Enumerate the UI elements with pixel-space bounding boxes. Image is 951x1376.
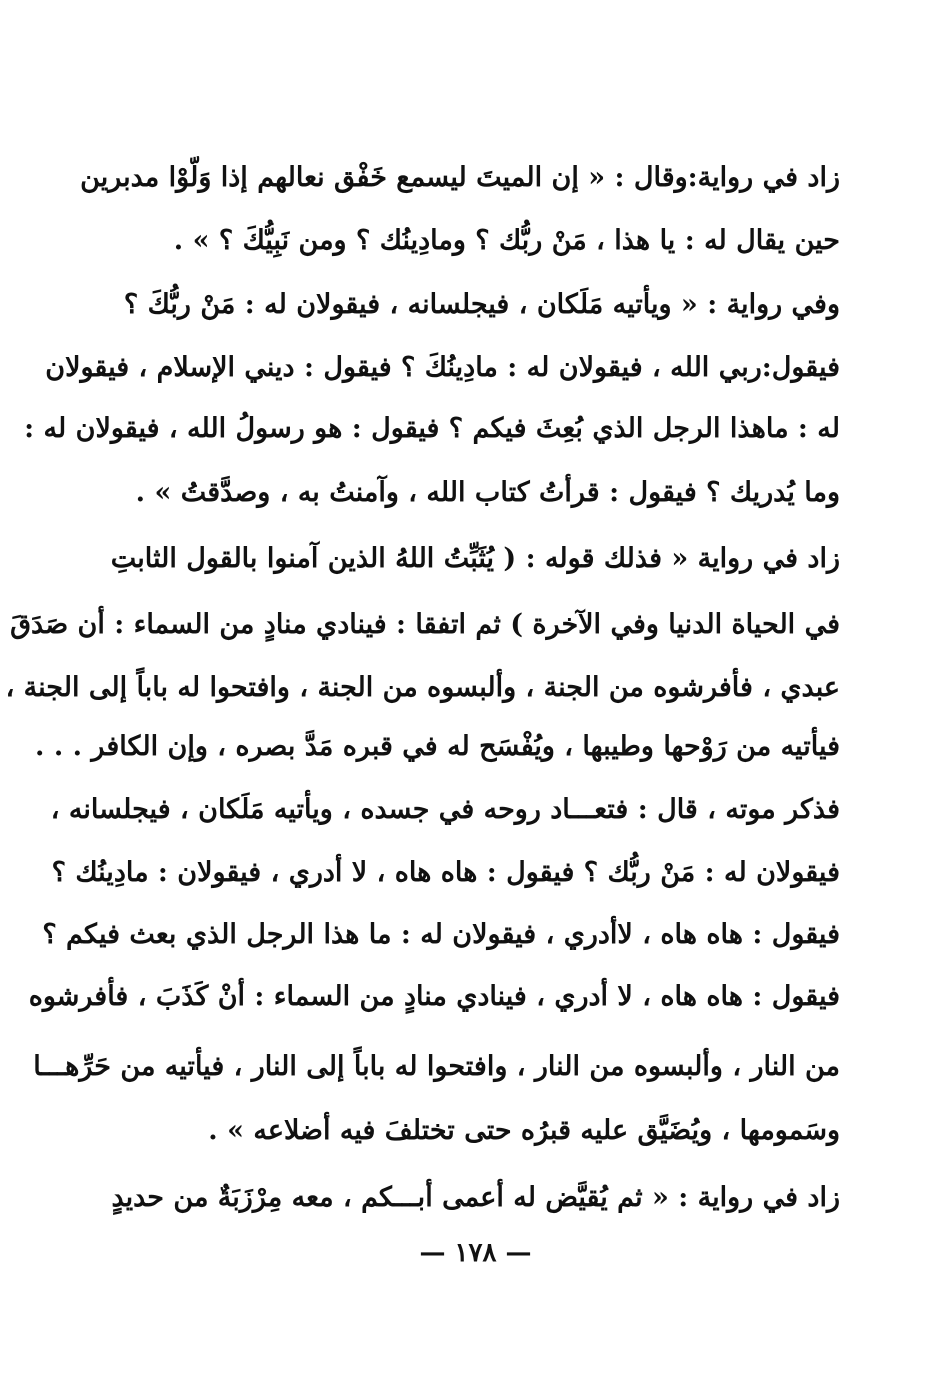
- text-line: في الحياة الدنيا وفي الآخرة ) ثم اتفقا : فينادي منادٍ من السماء : أن صَدَقَ: [10, 609, 840, 640]
- text-line: زاد في رواية « فذلك قوله : ( يُثَبِّتُ اللهُ الذين آمنوا بالقول الثابتِ: [110, 543, 840, 574]
- page-number: — ١٧٨ —: [419, 1238, 532, 1268]
- text-line: فيقول : هاه هاه ، لاأدري ، فيقولان له : ما هذا الرجل الذي بعث فيكم ؟: [42, 919, 840, 950]
- text-line: عبدي ، فأفرشوه من الجنة ، وألبسوه من الجنة ، وافتحوا له باباً إلى الجنة ،: [5, 672, 840, 703]
- text-line: وفي رواية : « ويأتيه مَلَكان ، فيجلسانه ، فيقولان له : مَنْ ربُّكَ ؟: [123, 289, 840, 320]
- text-line: زاد في رواية : « ثم يُقيَّض له أعمى أبـــكم ، معه مِرْزَبَةٌ من حديدٍ: [111, 1182, 840, 1213]
- text-line: زاد في رواية:وقال : « إن الميتَ ليسمع خَفْق نعالهم إذا وَلّوْا مدبرين: [80, 162, 840, 193]
- text-line: حين يقال له : يا هذا ، مَنْ ربُّك ؟ ومادِينُك ؟ ومن نَبِيُّكَ ؟ » .: [173, 225, 840, 256]
- text-line: فيأتيه من رَوْحها وطيبها ، ويُفْسَح له في قبره مَدَّ بصره ، وإن الكافر . . .: [35, 731, 840, 762]
- text-line: من النار ، وألبسوه من النار ، وافتحوا له باباً إلى النار ، فيأتيه من حَرِّهـــا: [33, 1051, 840, 1082]
- text-line: فيقول:ربي الله ، فيقولان له : مادِينُكَ ؟ فيقول : ديني الإسلام ، فيقولان: [45, 352, 840, 383]
- text-line: وسَمومها ، ويُضَيَّق عليه قبرُه حتى تختلفَ فيه أضلاعه » .: [208, 1115, 840, 1146]
- text-line: فذكر موته ، قال : فتعـــاد روحه في جسده ، ويأتيه مَلَكان ، فيجلسانه ،: [50, 794, 840, 825]
- text-line: فيقول : هاه هاه ، لا أدري ، فينادي منادٍ من السماء : أنْ كَذَبَ ، فأفرشوه: [28, 981, 840, 1012]
- text-line: فيقولان له : مَنْ ربُّك ؟ فيقول : هاه هاه ، لا أدري ، فيقولان : مادِينُك ؟: [51, 857, 840, 888]
- text-line: له : ماهذا الرجل الذي بُعِثَ فيكم ؟ فيقول : هو رسولُ الله ، فيقولان له :: [24, 413, 840, 444]
- text-line: وما يُدريك ؟ فيقول : قرأتُ كتاب الله ، وآمنتُ به ، وصدَّقتُ » .: [135, 477, 840, 508]
